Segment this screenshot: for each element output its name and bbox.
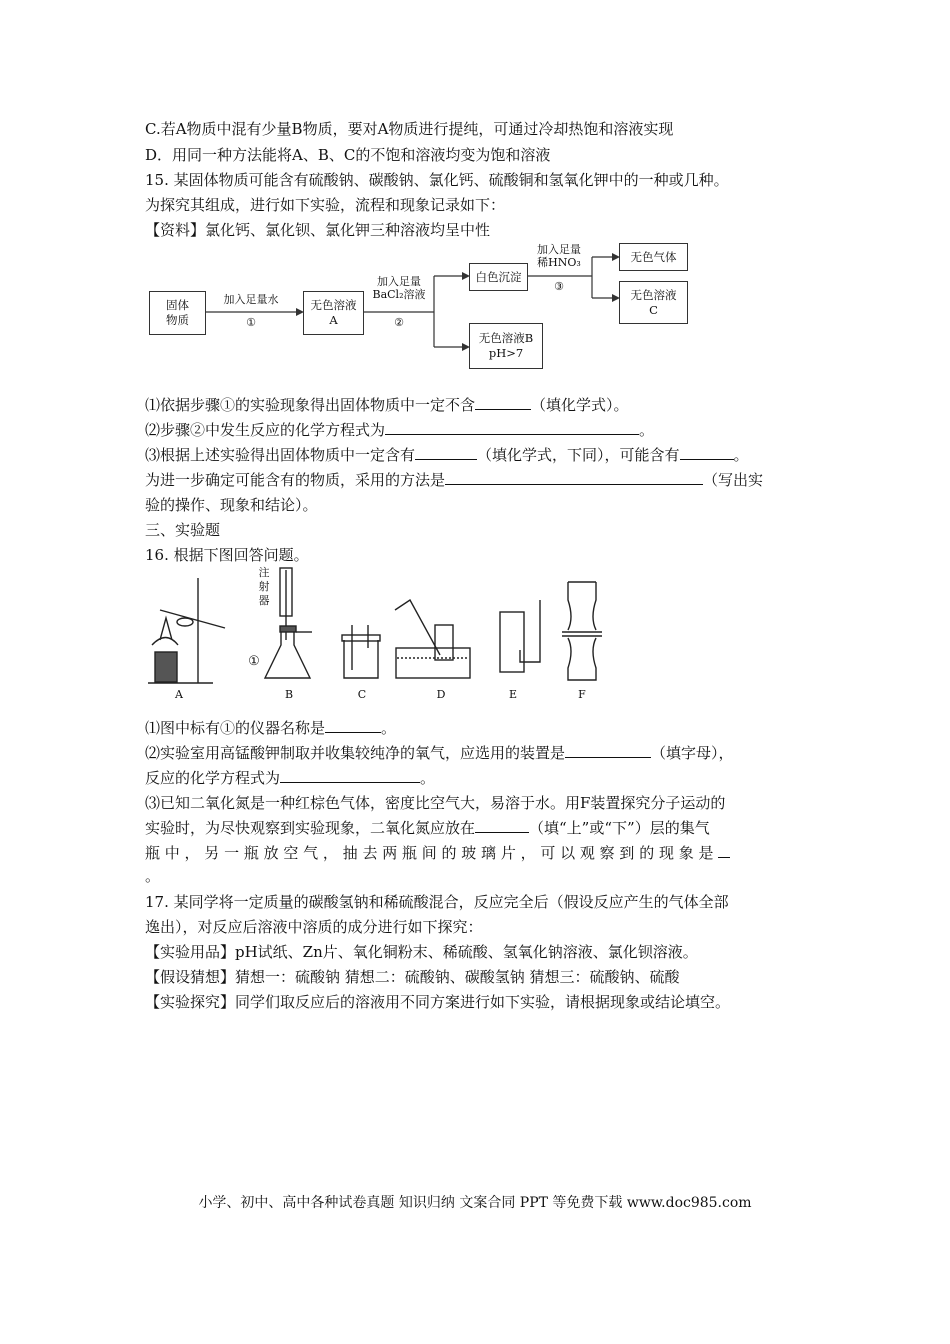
q16-part3: ⑶已知二氧化氮是一种红棕色气体，密度比空气大，易溶于水。用F装置探究分子运动的 (145, 794, 726, 812)
page-footer: 小学、初中、高中各种试卷真题 知识归纳 文案合同 PPT 等免费下载 www.doc985.com (198, 1195, 752, 1211)
solution-c-box: 无色溶液 C (619, 281, 688, 324)
q15-part2: ⑵步骤②中发生反应的化学方程式为 。 (145, 421, 655, 439)
q17-exploration: 【实验探究】同学们取反应后的溶液用不同方案进行如下实验，请根据现象或结论填空。 (145, 993, 731, 1011)
info-note: 【资料】氯化钙、氯化钡、氯化钾三种溶液均呈中性 (145, 221, 491, 239)
step1-number: ① (246, 316, 256, 329)
section-3-heading: 三、实验题 (145, 521, 221, 539)
q16-part2: ⑵实验室用高锰酸钾制取并收集较纯净的氧气，应选用的装置是 （填字母）， (145, 744, 734, 762)
label-e: E (508, 688, 518, 701)
step3-label: 加入足量 稀HNO₃ (537, 243, 581, 269)
circle-1-label: ① (248, 654, 260, 669)
step2-label: 加入足量 BaCl₂溶液 (372, 275, 426, 301)
syringe-label: 注 射 器 (258, 566, 270, 607)
q16-part3-line3: 瓶 中 ， 另 一 瓶 放 空 气 ， 抽 去 两 瓶 间 的 玻 璃 片 ， 可 以 观 察 到 的 现 象 是 (145, 843, 730, 863)
precipitate-box: 白色沉淀 (469, 263, 528, 291)
label-c: C (357, 688, 367, 701)
step2-number: ② (394, 316, 404, 329)
label-d: D (436, 688, 446, 701)
label-b: B (284, 688, 294, 701)
solution-a-box: 无色溶液 A (303, 291, 364, 335)
q15-part1: ⑴依据步骤①的实验现象得出固体物质中一定不含 （填化学式）。 (145, 396, 629, 414)
option-d: D．用同一种方法能将A、B、C的不饱和溶液均变为饱和溶液 (145, 146, 551, 164)
q16-part3-line4: 。 (145, 867, 161, 885)
q15-part3-line2: 为进一步确定可能含有的物质，采用的方法是 （写出实 (145, 471, 764, 489)
question-15: 15. 某固体物质可能含有硫酸钠、碳酸钠、氯化钙、硫酸铜和氢氧化钾中的一种或几种。 (145, 171, 729, 189)
step1-label: 加入足量水 (223, 293, 279, 306)
q16-part1: ⑴图中标有①的仪器名称是 。 (145, 719, 397, 737)
solution-b-box: 无色溶液B pH>7 (469, 323, 543, 369)
q16-part3-line2: 实验时，为尽快观察到实验现象，二氧化氮应放在 （填“上”或“下”）层的集气 (145, 819, 710, 837)
q15-part3: ⑶根据上述实验得出固体物质中一定含有 （填化学式，下同），可能含有 。 (145, 446, 749, 464)
question-15-line2: 为探究其组成，进行如下实验，流程和现象记录如下： (145, 196, 506, 214)
q17-hypotheses: 【假设猜想】猜想一：硫酸钠 猜想二：硫酸钠、碳酸氢钠 猜想三：硫酸钠、硫酸 (145, 968, 680, 986)
option-c: C.若A物质中混有少量B物质，要对A物质进行提纯，可通过冷却热饱和溶液实现 (145, 120, 674, 138)
gas-box: 无色气体 (619, 243, 688, 271)
label-f: F (578, 688, 586, 701)
q15-part3-line3: 验的操作、现象和结论）。 (145, 496, 318, 514)
question-17: 17. 某同学将一定质量的碳酸氢钠和稀硫酸混合，反应完全后（假设反应产生的气体全部 (145, 893, 729, 911)
step3-number: ③ (554, 280, 564, 293)
q16-part2-line2: 反应的化学方程式为 。 (145, 769, 436, 787)
question-17-line2: 逸出），对反应后溶液中溶质的成分进行如下探究： (145, 918, 483, 936)
question-16: 16. 根据下图回答问题。 (145, 546, 309, 564)
label-a: A (175, 688, 183, 701)
solid-box: 固体 物质 (149, 291, 206, 335)
q17-materials: 【实验用品】pH试纸、Zn片、氧化铜粉末、稀硫酸、氢氧化钠溶液、氯化钡溶液。 (145, 943, 698, 961)
